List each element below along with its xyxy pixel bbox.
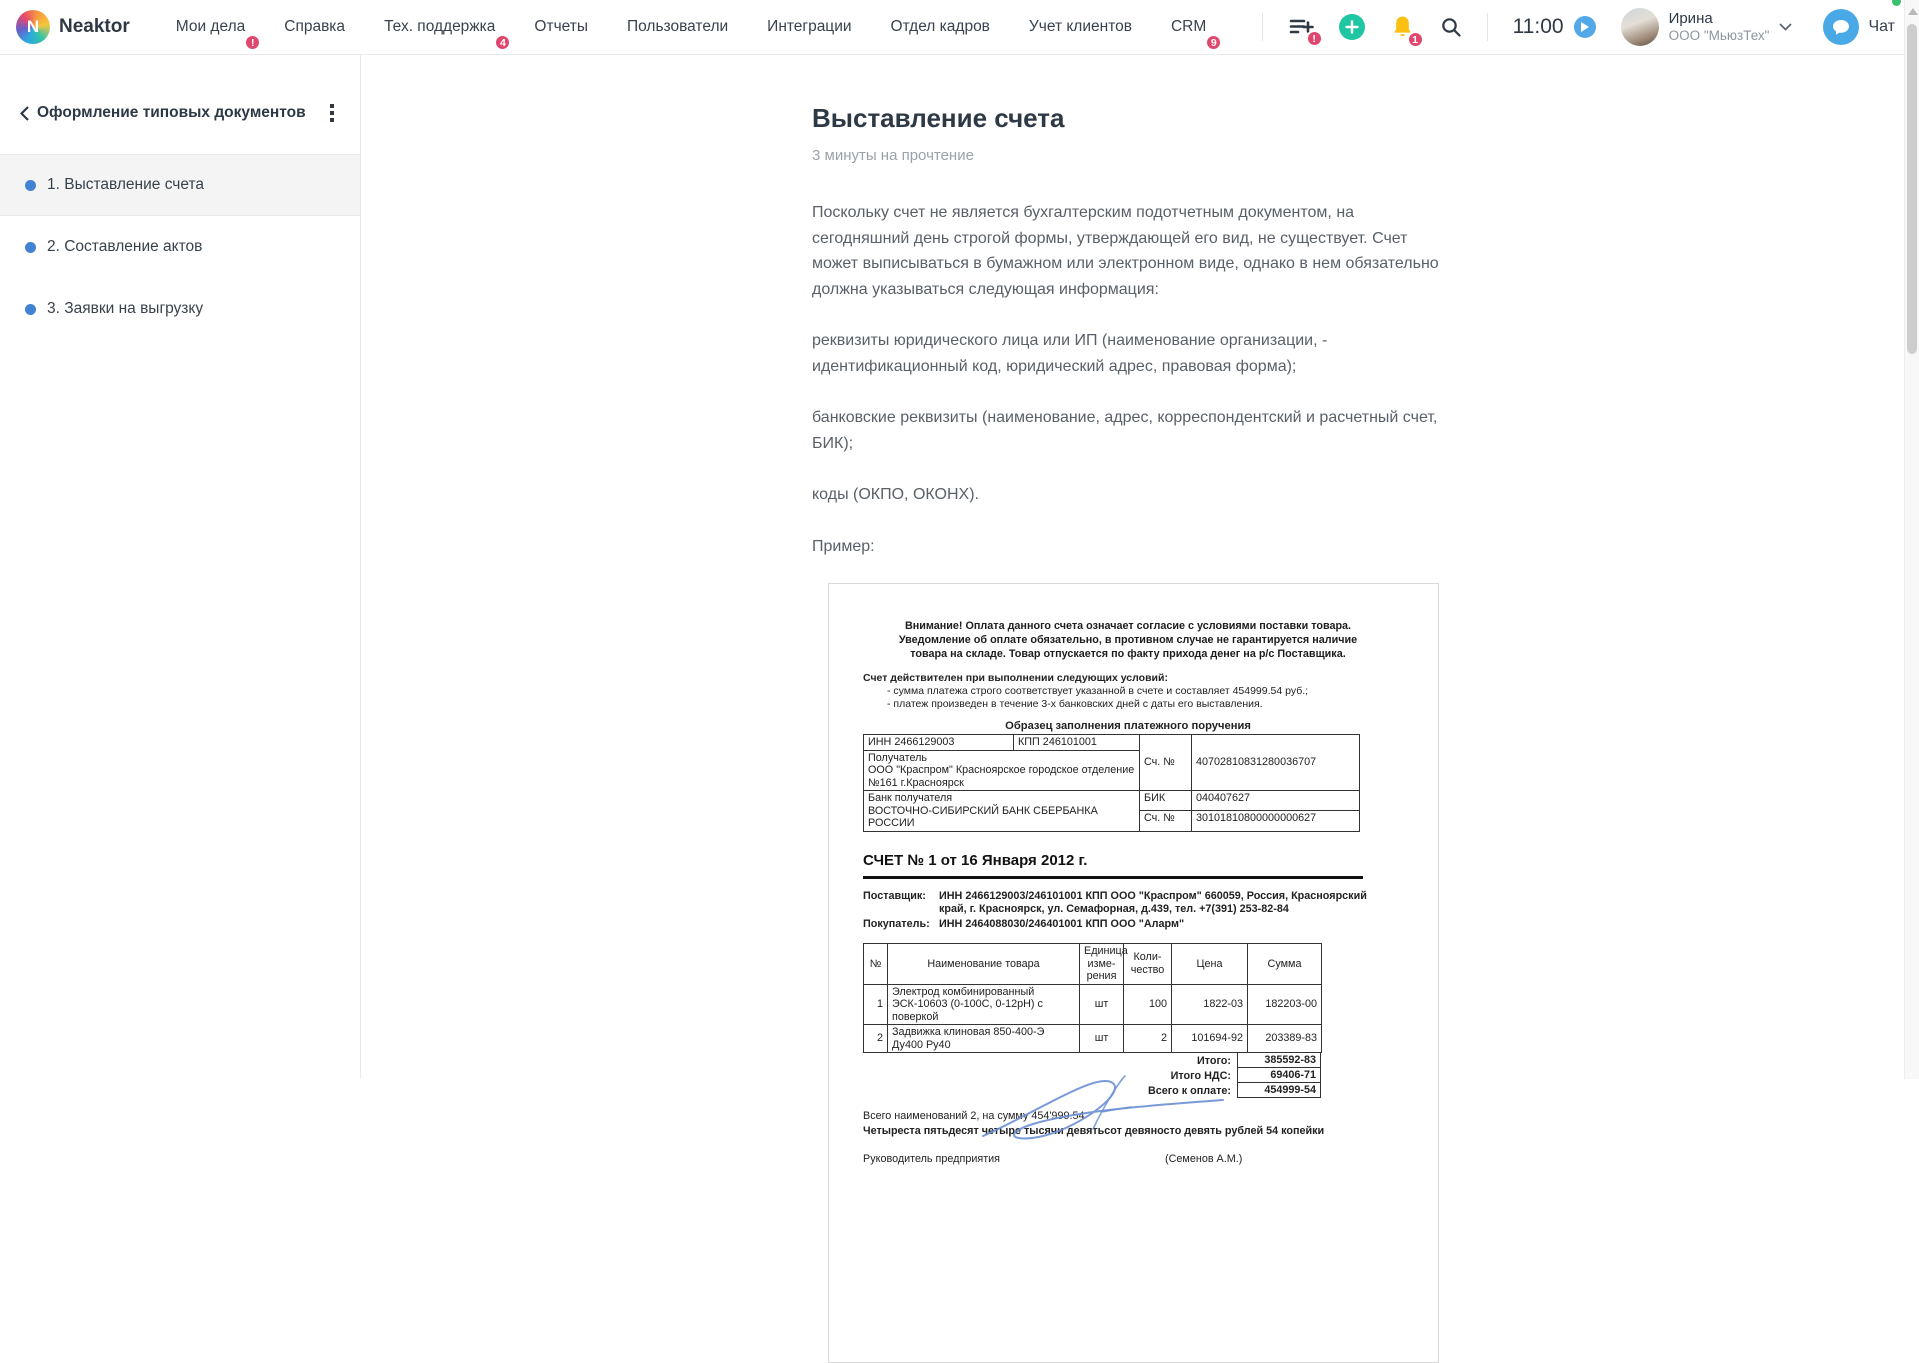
total-due-label: Всего к оплате:: [1147, 1085, 1231, 1097]
divider: [863, 876, 1363, 879]
play-icon: [1580, 22, 1589, 32]
notifications-button[interactable]: [1390, 14, 1418, 46]
signature-role-label: Руководитель предприятия: [863, 1153, 1001, 1165]
read-time: 3 минуты на прочтение: [812, 147, 974, 164]
nav-item-users[interactable]: Пользователи: [627, 18, 729, 35]
plus-icon: [1345, 20, 1359, 34]
article-paragraph: Пример:: [812, 537, 875, 555]
divider: [1262, 13, 1263, 41]
timer-play-button[interactable]: [1574, 16, 1596, 38]
page-title: Выставление счета: [812, 103, 1065, 133]
my-tasks-badge: !: [244, 34, 261, 51]
tracked-time: 11:00: [1512, 15, 1564, 38]
crm-badge: 9: [1205, 34, 1222, 51]
invoice-conditions-title: Счет действителен при выполнении следующих условий:: [863, 672, 1168, 684]
user-avatar: [1621, 8, 1659, 46]
supplier-label: Поставщик:: [863, 889, 926, 902]
brand-name: Neaktor: [59, 16, 130, 37]
nav-item-crm[interactable]: CRM 9: [1171, 18, 1206, 36]
summary-words-line: Четыреста пятьдесят четыре тысячи девятьсот девяносто девять рублей 54 копейки: [863, 1125, 1325, 1137]
signature-name-label: (Семенов А.М.): [1165, 1153, 1243, 1165]
chat-label: Чат: [1868, 18, 1895, 35]
supplier-details: ИНН 2466129003/246101001 КПП ООО "Краспром" 660059, Россия, Красноярский край, г. Красноярск, ул. Семафорная, д.439, тел. +7(391) 253-82-84: [939, 889, 1367, 915]
scrollbar-thumb[interactable]: [1907, 24, 1917, 354]
bullet-dot-icon: [25, 242, 36, 253]
total-vat-label: Итого НДС:: [1170, 1070, 1231, 1082]
invoice-condition-line: - сумма платежа строго соответствует указанной в счете и составляет 454999.54 руб.;: [887, 685, 1309, 697]
buyer-details: ИНН 2464088030/246401001 КПП ООО "Аларм": [939, 917, 1185, 930]
article-paragraph: реквизиты юридического лица или ИП (наименование организации, - идентификационный код, юридический адрес, правовая форма);: [812, 332, 1328, 375]
col-header-name: Наименование товара: [888, 944, 1080, 985]
chat-bubble-icon: [1823, 9, 1859, 45]
article-paragraph: коды (ОКПО, ОКОНХ).: [812, 486, 979, 503]
corr-value-cell: 30101810800000000627: [1192, 811, 1360, 831]
vertical-scrollbar[interactable]: [1904, 0, 1919, 1079]
col-header-sum: Сумма: [1248, 944, 1322, 985]
divider: [1487, 13, 1488, 41]
buyer-label: Покупатель:: [863, 917, 930, 930]
back-to-documents-link[interactable]: [20, 104, 306, 122]
task-list-add-icon[interactable]: [1288, 15, 1316, 45]
chat-button[interactable]: [1823, 9, 1895, 45]
nav-item-integrations[interactable]: Интеграции: [767, 18, 852, 35]
corr-label-cell: Сч. №: [1140, 811, 1192, 831]
table-row: 1 Электрод комбинированный ЭСК-10603 (0-100С, 0-12рН) с поверкой шт 100 1822-03 182203-00: [864, 984, 1322, 1025]
time-tracker: [1513, 15, 1596, 39]
col-header-price: Цена: [1172, 944, 1248, 985]
sidebar-item-invoice[interactable]: 1. Выставление счета: [0, 154, 360, 216]
invoice-condition-line: - платеж произведен в течение 3-х банковских дней с даты его выставления.: [887, 698, 1263, 710]
recipient-cell: Получатель ООО "Краспром" Красноярское городское отделение №161 г.Красноярск: [864, 750, 1140, 791]
tech-support-badge: 4: [494, 34, 511, 51]
nav-item-my-tasks[interactable]: Мои дела !: [176, 18, 246, 36]
main-menu: [175, 18, 1217, 49]
topbar-actions: [1262, 8, 1895, 46]
sidebar-title: Оформление типовых документов: [37, 104, 306, 121]
nav-item-reports[interactable]: Отчеты: [534, 18, 588, 35]
user-menu[interactable]: [1621, 8, 1793, 46]
scroll-up-arrow[interactable]: [1908, 8, 1918, 15]
total-due-value: 454999-54: [1237, 1082, 1321, 1098]
invoice-number-title: СЧЕТ № 1 от 16 Января 2012 г.: [863, 851, 1088, 869]
bullet-dot-icon: [25, 304, 36, 315]
chevron-down-icon: [1779, 23, 1792, 31]
search-icon: [1440, 16, 1462, 38]
nav-item-help[interactable]: Справка: [284, 18, 346, 35]
article-paragraph: банковские реквизиты (наименование, адрес, корреспондентский и расчетный счет, БИК);: [812, 409, 1438, 452]
document-sidebar: [0, 55, 361, 1079]
sidebar-more-menu-icon[interactable]: [324, 100, 340, 126]
account-label-cell: Сч. №: [1140, 735, 1192, 791]
table-row: 2 Задвижка клиновая 850-400-Э Ду400 Ру40 шт 2 101694-92 203389-83: [864, 1025, 1322, 1053]
invoice-items-table: [863, 943, 1322, 1053]
bullet-dot-icon: [25, 180, 36, 191]
nav-item-tech-support[interactable]: Тех. поддержка 4: [384, 18, 495, 36]
chevron-left-icon: [20, 106, 29, 121]
task-add-badge: !: [1306, 30, 1323, 47]
top-navigation-bar: [0, 0, 1919, 55]
notifications-badge: 1: [1407, 31, 1424, 48]
sidebar-item-unload-requests[interactable]: 3. Заявки на выгрузку: [0, 278, 360, 340]
col-header-unit: Единица изме- рения: [1080, 944, 1124, 985]
bank-cell: Банк получателя ВОСТОЧНО-СИБИРСКИЙ БАНК СБЕРБАНКА РОССИИ: [864, 791, 1140, 832]
inn-cell: ИНН 2466129003: [864, 735, 1014, 751]
bik-value-cell: 040407627: [1192, 791, 1360, 811]
document-section-list: [0, 154, 360, 340]
total-label: Итого:: [1196, 1055, 1231, 1067]
handwritten-signature: [973, 1074, 1253, 1149]
invoice-warning-text: Внимание! Оплата данного счета означает согласие с условиями поставки товара. Уведомление об оплате обязательно, в противном случае не гарантируется наличие товара на складе. Товар отпускается по факту прихода денег на р/с Поставщика.: [898, 620, 1358, 660]
payment-order-title: Образец заполнения платежного поручения: [1005, 720, 1251, 732]
article-paragraph: Поскольку счет не является бухгалтерским подотчетным документом, на сегодняшний день строгой формы, утверждающей его вид, не существует. Счет может выписываться в бумажном или электронном виде, однако в нем обязательно должна указываться следующая информация:: [812, 204, 1439, 298]
chat-online-dot: [1892, 0, 1901, 6]
nav-item-hr[interactable]: Отдел кадров: [890, 18, 990, 35]
bik-label-cell: БИК: [1140, 791, 1192, 811]
invoice-example-image: [828, 583, 1439, 1363]
col-header-qty: Коли- чество: [1124, 944, 1172, 985]
sidebar-item-acts[interactable]: 2. Составление актов: [0, 216, 360, 278]
article-content: [812, 103, 1444, 1363]
total-vat-value: 69406-71: [1237, 1067, 1321, 1083]
account-number-cell: 40702810831280036707: [1192, 735, 1360, 791]
payment-order-table: [863, 734, 1360, 832]
summary-count-line: Всего наименований 2, на сумму 454'999.54: [863, 1110, 1085, 1122]
user-name: Ирина: [1668, 10, 1713, 27]
search-button[interactable]: [1440, 16, 1462, 38]
create-new-button[interactable]: [1339, 14, 1365, 40]
kpp-cell: КПП 246101001: [1014, 735, 1140, 751]
total-value: 385592-83: [1237, 1052, 1321, 1068]
nav-item-clients[interactable]: Учет клиентов: [1028, 18, 1132, 35]
user-company: ООО "МьюзТех": [1668, 28, 1770, 43]
col-header-number: №: [864, 944, 888, 985]
neaktor-logo-icon[interactable]: N: [16, 10, 50, 44]
